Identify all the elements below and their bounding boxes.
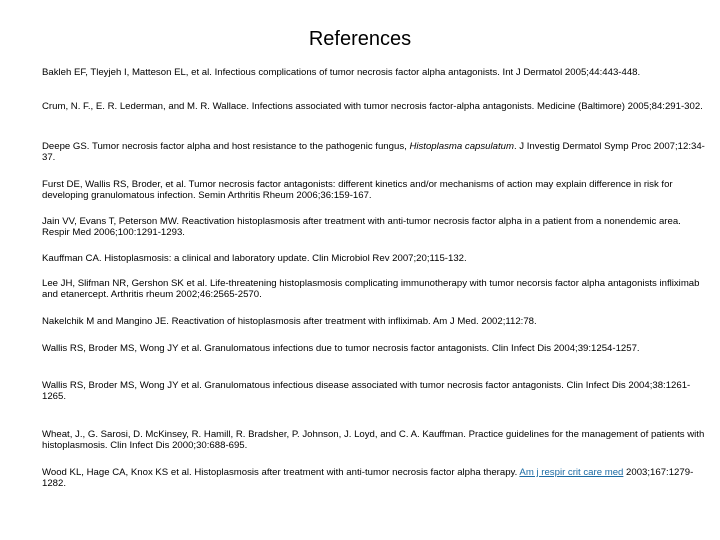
reference-item: Lee JH, Slifman NR, Gershon SK et al. Life-threatening histoplasmosis complicating immunotherapy with tumor necorsis factor alpha antagonists infliximab and etanercept. Arthritis rheum 2002;46:2565-2570. [42,278,700,300]
reference-text: . J Investig Dermatol Symp Proc 2007;12:34-37. [42,141,705,163]
reference-text: Deepe GS. Tumor necrosis factor alpha and host resistance to the pathogenic fungus, [42,141,410,152]
reference-text: 2003;167:1279-1282. [42,467,694,489]
reference-item [42,468,706,489]
reference-item: Wallis RS, Broder MS, Wong JY et al. Granulomatous infections due to tumor necrosis factor antagonists. Clin Infect Dis 2004;39:1254-1257. [42,343,640,354]
reference-item: Crum, N. F., E. R. Lederman, and M. R. Wallace. Infections associated with tumor necrosis factor-alpha antagonists. Medicine (Baltimore) 2005;84:291-302. [42,101,703,112]
species-name: Histoplasma capsulatum [409,141,514,152]
reference-text: Wood KL, Hage CA, Knox KS et al. Histoplasmosis after treatment with anti-tumor necrosis factor alpha therapy. [42,467,520,478]
reference-item: Jain VV, Evans T, Peterson MW. Reactivation histoplasmosis after treatment with anti-tumor necrosis factor alpha in a patient from a nonendemic area. Respir Med 2006;100:1291-1293. [42,216,681,238]
reference-item: Furst DE, Wallis RS, Broder, et al. Tumor necrosis factor antagonists: different kinetics and/or mechanisms of action may explain difference in risk for developing granulomatous infection. Semin Arthritis Rheum 2006;36:159-167. [42,179,673,201]
reference-item: Nakelchik M and Mangino JE. Reactivation of histoplasmosis after treatment with infliximab. Am J Med. 2002;112:78. [42,316,537,327]
reference-item: Bakleh EF, Tleyjeh I, Matteson EL, et al. Infectious complications of tumor necrosis factor alpha antagonists. Int J Dermatol 2005;44:443-448. [42,67,641,78]
page-title: References [308,28,412,50]
journal-link[interactable]: Am j respir crit care med [519,467,624,478]
reference-item: Wallis RS, Broder MS, Wong JY et al. Granulomatous infectious disease associated with tumor necrosis factor antagonists. Clin Infect Dis 2004;38:1261-1265. [42,380,691,402]
reference-item [42,142,706,163]
reference-item: Wheat, J., G. Sarosi, D. McKinsey, R. Hamill, R. Bradsher, P. Johnson, J. Loyd, and C. A. Kauffman. Practice guidelines for the management of patients with histoplasmosis. Clin Infect Dis 2000;30:688-695. [42,429,705,451]
reference-item: Kauffman CA. Histoplasmosis: a clinical and laboratory update. Clin Microbiol Rev 2007;20;115-132. [42,253,467,264]
